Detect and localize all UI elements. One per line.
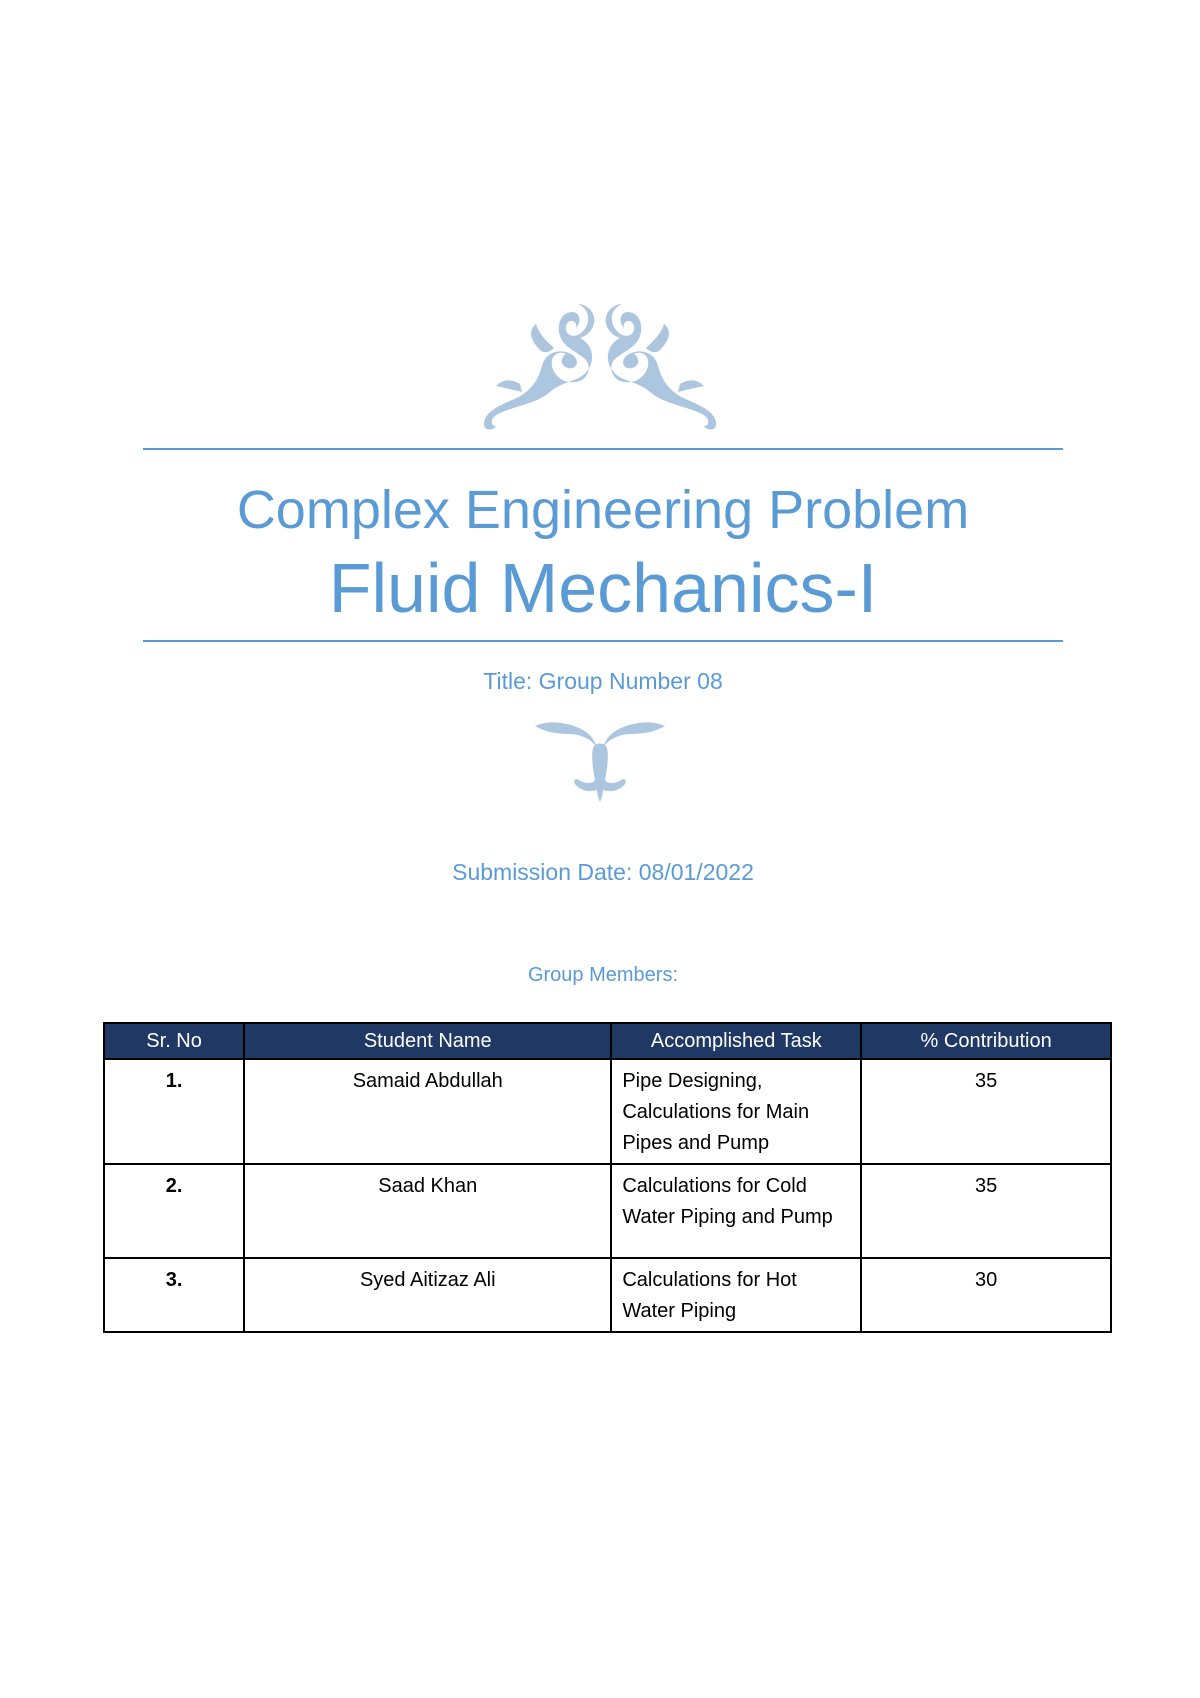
cell-contribution: 30 xyxy=(861,1258,1111,1332)
table-header-row xyxy=(104,1023,1111,1059)
divider-ornament-icon xyxy=(535,718,665,802)
header-sr-no: Sr. No xyxy=(104,1023,244,1059)
bottom-divider-line xyxy=(143,640,1063,642)
cell-sr-no: 2. xyxy=(104,1164,244,1258)
cell-contribution: 35 xyxy=(861,1164,1111,1258)
flourish-ornament-icon xyxy=(480,300,720,430)
document-title: Complex Engineering Problem xyxy=(236,480,970,540)
table-row xyxy=(104,1258,1111,1332)
cell-contribution: 35 xyxy=(861,1059,1111,1164)
cell-task: Calculations for Cold Water Piping and Pump xyxy=(611,1164,861,1258)
course-title: Fluid Mechanics-I xyxy=(328,549,878,627)
group-members-label: Group Members: xyxy=(527,964,679,986)
header-accomplished-task: Accomplished Task xyxy=(611,1023,861,1059)
cell-task: Calculations for Hot Water Piping xyxy=(611,1258,861,1332)
group-members-table xyxy=(103,1022,1112,1333)
header-contribution: % Contribution xyxy=(861,1023,1111,1059)
table-row xyxy=(104,1059,1111,1164)
cell-student-name: Samaid Abdullah xyxy=(244,1059,611,1164)
table-row xyxy=(104,1164,1111,1258)
cell-sr-no: 1. xyxy=(104,1059,244,1164)
cell-student-name: Saad Khan xyxy=(244,1164,611,1258)
submission-date: Submission Date: 08/01/2022 xyxy=(452,859,754,885)
header-student-name: Student Name xyxy=(244,1023,611,1059)
cell-sr-no: 3. xyxy=(104,1258,244,1332)
cell-task: Pipe Designing, Calculations for Main Pipes and Pump xyxy=(611,1059,861,1164)
cell-student-name: Syed Aitizaz Ali xyxy=(244,1258,611,1332)
group-title: Title: Group Number 08 xyxy=(483,668,723,694)
top-divider-line xyxy=(143,448,1063,450)
